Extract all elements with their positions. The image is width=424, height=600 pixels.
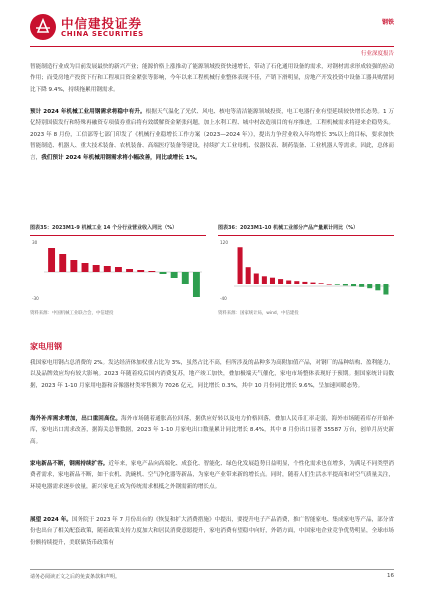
chart-left-bar	[48, 248, 55, 272]
paragraph-text: 海外市场随着通胀高位回落，据供应好转以及电力价格回落，叠加人民币汇率走弱，海外市场随着库存开始补库，家电出口需求改善，据海关总署数据，2023 年 1-10 月家电出口数量累计同比增长 8.4%，其中 8 月份出口显著 35587 万台，创单月历史新高。	[30, 416, 394, 445]
chart-left-fig-label: 图表35：	[30, 225, 52, 231]
chart-right-bar	[262, 276, 267, 284]
chart-right-bar	[327, 284, 332, 285]
chart-left-bar	[126, 269, 133, 272]
chart-left-bar	[104, 266, 111, 272]
chart-left-bar	[182, 272, 189, 284]
chart-left-title	[30, 224, 206, 232]
section-heading-appliance-steel: 家电用钢	[30, 342, 62, 351]
brand-name-en: CHINA SECURITIES	[61, 30, 144, 38]
chart-left-ytick-top: 30	[32, 240, 38, 245]
chart-left-bar	[115, 267, 122, 272]
logo-emblem-icon	[30, 14, 56, 40]
chart-right	[218, 224, 394, 316]
paragraph-text: 根据天气温化了光伏、风电、核电等清洁能源领域投资，电工电器行业有望延续较快增长态势。1 万亿特别国债发行和特殊再融资专项债券重启将有效缓解资金紧张问题，加上水利工程、城中村改造项目的有序推进，工程机械需求将迎来企稳势头。2023 年 8 月份，工信部等七部门印发了《机械行业稳增长工作方案（2023—2024 年）》，提出力争营业收入年均增长 3%以上的目标，要求加快智能制造、机器人、重大技术装备、农机装备、高端医疗装备等建设，持续扩大工业母机、仪器仪表、制药装备、工业机器人等需求。因此，总体而言，	[30, 109, 394, 161]
chart-left	[30, 224, 206, 316]
paragraph-text: 近年来，家电产品向高端化、成套化、智能化、绿色化发展趋势日益明显，个性化需求也在增多，为满足不同类型消费者需求，家电新品不断，如干衣机、洗碗机、空气净化器等新品，为家电产业带来新的增长点。同时，随着人们生活水平提高和对空气质量关注，环境电器需求逐步放量，新兴家电正成为传统需求根柢之外钢需新的增长点。	[30, 461, 394, 490]
chart-right-title-text: 2023M1-10 机械工业部分产品产量累计同比（%）	[239, 225, 359, 231]
page-number: 16	[387, 573, 394, 579]
chart-right-ytick-top: 120	[220, 240, 228, 245]
chart-right-fig-label: 图表36：	[218, 225, 240, 231]
chart-left-bar	[59, 254, 66, 272]
footer-divider	[30, 569, 394, 570]
chart-right-bar	[238, 247, 243, 284]
paragraph-lead: 预计 2024 年机械工业用钢需求将稳中有升。	[30, 109, 146, 115]
chart-right-source: 资料来源：国家统计局，wind，中信建投	[218, 311, 299, 316]
paragraph-text: 智能制造行业成为目前发展最快的新兴产业；能源价格上涨推动了能源领域投资快速增长，带动了石化通用设备的需求，对钢材需求形成较强的拉动作用；而受房地产投资下行和工程项目资金紧张等影响，今年以来工程机械行业整体表现不佳，产销下滑明显，房地产开发投资中设备工器具购置同比下降 9.4%，持续拖累用钢需求。	[30, 64, 394, 93]
chart-right-bar	[286, 281, 291, 285]
brand-name-cn: 中信建投证券	[61, 16, 143, 31]
chart-right-bar	[294, 281, 299, 284]
paragraph-text: 国务院于 2023 年 7 月份出台的《恢复和扩大消费措施》中提出，要提升电子产品消费，推广智能家电、集成家电等产品，部分省份也出台了相关配套政策，随着政策支持力度加大和居民消费意愿提升，家电消费有望稳中向好，外销方面，中国家电企业竞争优势明显，全球市场份额持续提升，美联储货币政策有	[30, 517, 394, 546]
chart-left-bar	[171, 272, 178, 278]
chart-left-bar	[70, 260, 77, 272]
chart-left-bar	[148, 271, 155, 272]
paragraph-outlook-2024	[30, 107, 394, 164]
paragraph-conclusion: 我们预计 2024 年机械用钢需求将小幅改善，同比或增长 1%。	[41, 154, 201, 161]
paragraph-export	[30, 414, 394, 448]
paragraph-appliance-share	[30, 358, 394, 392]
chart-left-bar	[93, 265, 100, 272]
paragraph-lead: 家电新品不断，钢需持续扩容。	[30, 461, 109, 467]
chart-right-plot	[218, 236, 394, 304]
chart-right-bar	[383, 284, 388, 295]
chart-right-title	[218, 224, 394, 232]
chart-right-bar	[254, 274, 259, 285]
paragraph-new-products	[30, 459, 394, 493]
chart-right-bar	[351, 284, 356, 286]
chart-right-bar	[343, 284, 348, 285]
chart-left-bar	[160, 272, 167, 274]
sector-label: 钢铁	[381, 19, 394, 26]
paragraph-industry-intro	[30, 62, 394, 96]
footer-disclaimer: 请务必阅读正文之后的免责条款和声明。	[30, 574, 121, 580]
chart-right-bar	[302, 282, 307, 284]
header-divider	[30, 46, 394, 47]
chart-left-title-text: 2023M1-9 机械工业 14 个分行业营业收入同比（%）	[51, 225, 178, 231]
chart-right-bar	[359, 284, 364, 287]
chart-left-bar	[137, 270, 144, 272]
report-type-label: 行业深度报告	[360, 51, 394, 57]
paragraph-lead: 展望 2024 年。	[30, 517, 72, 523]
chart-right-bar	[246, 267, 251, 284]
chart-left-bar	[82, 263, 89, 272]
chart-right-bar	[270, 278, 275, 284]
chart-right-bar	[375, 284, 380, 290]
paragraph-lead: 海外补库需求增加，出口重回高位。	[30, 416, 122, 422]
chart-left-plot	[30, 236, 206, 304]
chart-right-bar	[319, 283, 324, 284]
paragraph-outlook-appliance	[30, 515, 394, 549]
brand-logo	[30, 14, 56, 40]
chart-left-bar	[193, 272, 200, 297]
chart-right-ytick-bottom: -40	[220, 296, 227, 301]
chart-right-bar	[310, 283, 315, 284]
chart-right-bar	[335, 284, 340, 285]
chart-right-bar	[367, 284, 372, 288]
chart-left-source: 资料来源：中国机械工业联合会，中信建投	[30, 311, 114, 316]
chart-right-bar	[278, 279, 283, 284]
paragraph-text: 我国家电用钢占总消费的 2%。发达经济体加权重占比为 3%，虽然占比不高，但所涉及的品种多为高附加值产品，对钢厂的品种结构、盈利能力，以及品牌效应均有较大影响。2023 年随着疫后国内消费复苏，地产竣工加快，叠加极端天气催化，家电市场整体表现好于预期。据国家统计局数据，2023 年 1-10 月家用电器和音像器材类零售额为 7026 亿元，同比增长 0.3%，其中 10 月份同比增长 9.6%，呈加速回暖态势。	[30, 360, 394, 389]
chart-left-ytick-bottom: -30	[32, 296, 39, 301]
